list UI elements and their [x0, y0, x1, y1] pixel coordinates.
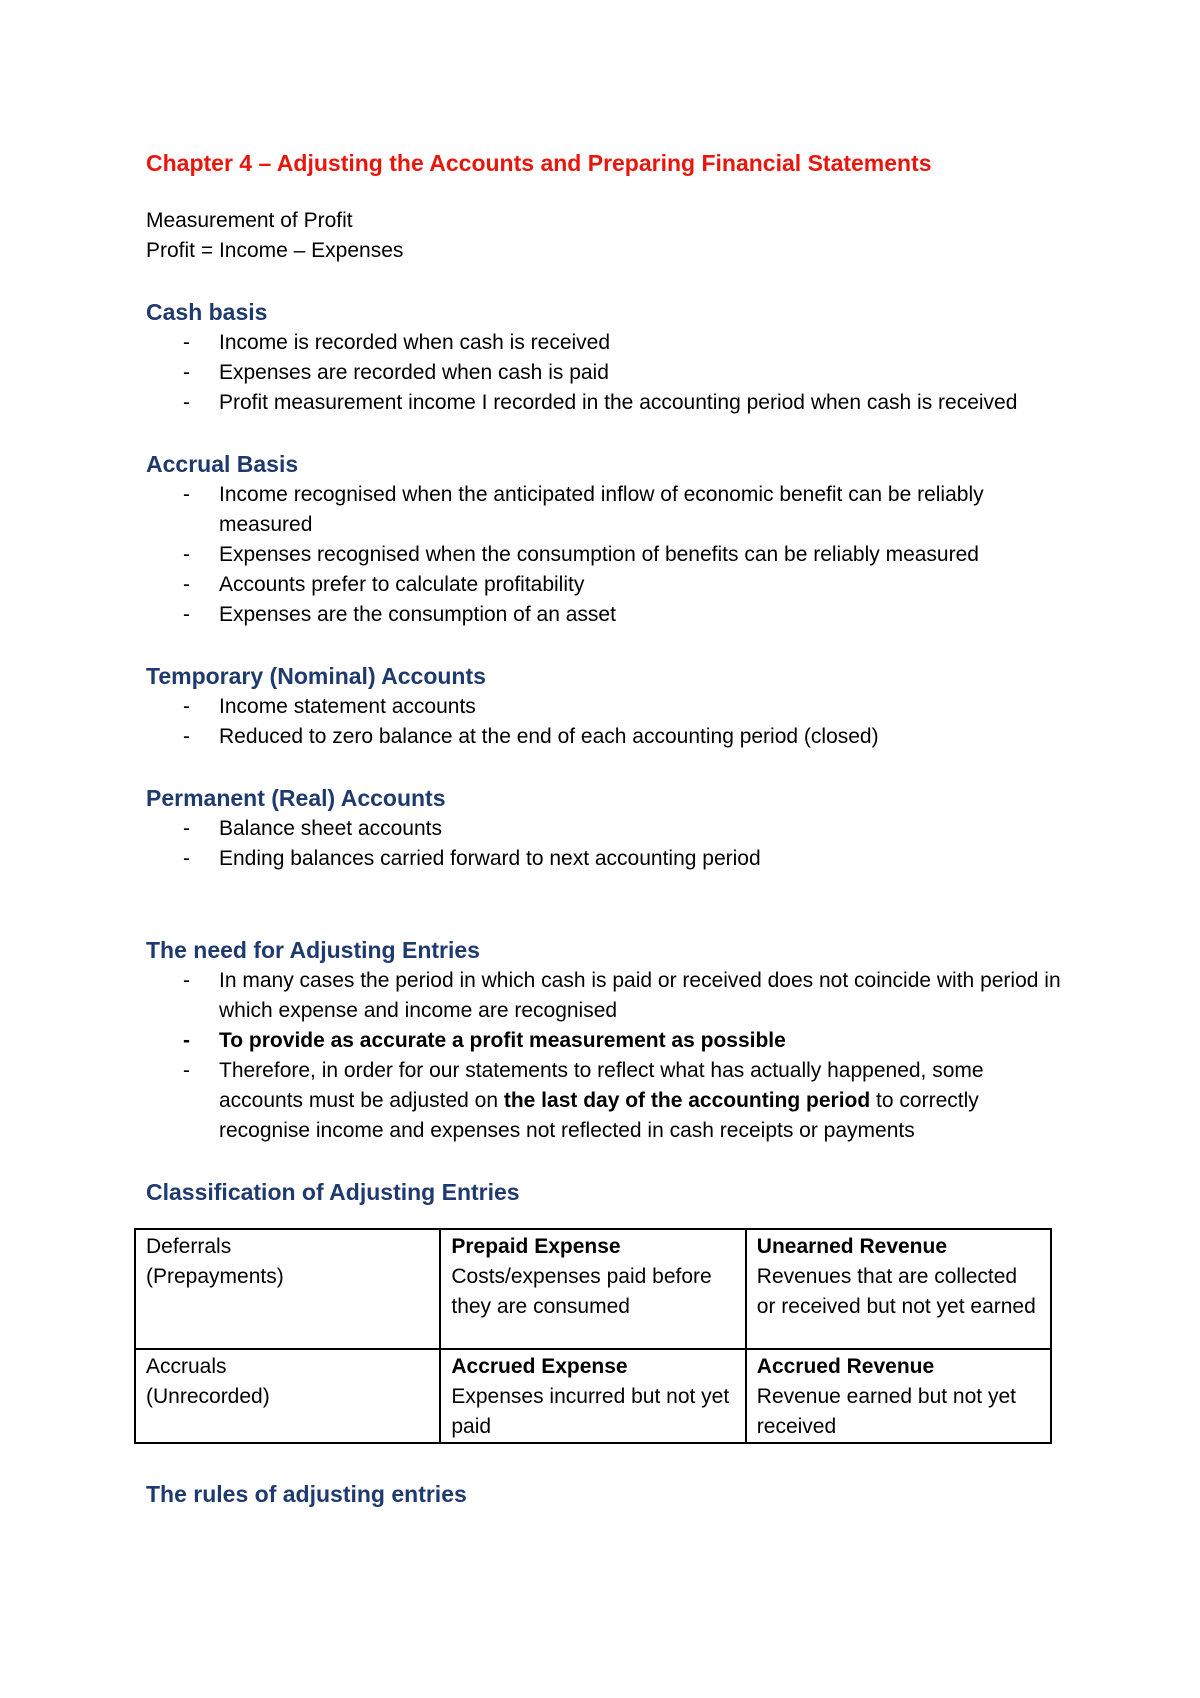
- chapter-title: Chapter 4 – Adjusting the Accounts and Preparing Financial Statements: [146, 150, 932, 176]
- list-item-text: Balance sheet accounts: [219, 817, 442, 840]
- dash-bullet-icon: -: [183, 543, 190, 566]
- list-item-text-part2: to correctly recognise income and expenses not reflected in cash receipts or payments: [219, 1089, 979, 1142]
- classification-section: [146, 1176, 1066, 1444]
- dash-bullet-icon: -: [183, 391, 190, 414]
- list-item-text: Income is recorded when cash is received: [219, 331, 611, 354]
- cell-text: Revenue earned but not yet received: [756, 1385, 1016, 1438]
- list-item-text: To provide as accurate a profit measurement as possible: [219, 1029, 786, 1052]
- dash-bullet-icon: -: [183, 361, 190, 384]
- adjusting-need-heading: The need for Adjusting Entries: [146, 937, 480, 963]
- dash-bullet-icon: -: [183, 603, 190, 626]
- temporary-accounts-section: [146, 660, 1066, 752]
- list-item: [146, 388, 1066, 418]
- dash-bullet-icon: -: [183, 969, 190, 992]
- temporary-accounts-heading: Temporary (Nominal) Accounts: [146, 663, 486, 689]
- list-item-text: Income statement accounts: [219, 695, 476, 718]
- list-item: [146, 692, 1066, 722]
- list-item-text: Expenses are recorded when cash is paid: [219, 361, 609, 384]
- adjusting-need-section: [146, 934, 1066, 1146]
- list-item: [146, 570, 1066, 600]
- dash-bullet-icon: -: [183, 483, 190, 506]
- list-item-text-emphasis: the last day of the accounting period: [503, 1089, 871, 1112]
- list-item: [146, 966, 1066, 1026]
- measurement-of-profit-text: Measurement of Profit: [146, 209, 353, 232]
- cell-title: Prepaid Expense: [451, 1235, 621, 1258]
- cell-title: Accrued Revenue: [756, 1355, 935, 1378]
- dash-bullet-icon: -: [183, 331, 190, 354]
- list-item-text: Expenses recognised when the consumption of benefits can be reliably measured: [219, 543, 979, 566]
- list-item-text: Profit measurement income I recorded in the accounting period when cash is received: [219, 391, 1018, 414]
- cell-title: Unearned Revenue: [756, 1235, 948, 1258]
- list-item: [146, 1056, 1066, 1146]
- dash-bullet-icon: -: [183, 1059, 190, 1082]
- cell-label-line1: Deferrals: [146, 1235, 232, 1258]
- list-item-text: Reduced to zero balance at the end of each accounting period (closed): [219, 725, 879, 748]
- permanent-accounts-list: [146, 814, 1066, 874]
- table-cell-accrued-expense: [440, 1349, 745, 1443]
- cell-label-line2: (Unrecorded): [146, 1385, 270, 1408]
- accrual-basis-section: [146, 448, 1066, 630]
- list-item: [146, 600, 1066, 630]
- dash-bullet-icon: -: [183, 847, 190, 870]
- dash-bullet-icon: -: [183, 817, 190, 840]
- dash-bullet-icon: -: [183, 725, 190, 748]
- classification-table: [134, 1228, 1052, 1444]
- table-cell-deferrals: [135, 1229, 440, 1349]
- list-item-text: Ending balances carried forward to next accounting period: [219, 847, 761, 870]
- classification-heading: Classification of Adjusting Entries: [146, 1179, 520, 1205]
- list-item-text: Expenses are the consumption of an asset: [219, 603, 616, 626]
- document-page: [146, 146, 1066, 1510]
- list-item-text-part1: Therefore, in order for our statements to reflect what has actually happened, some accounts must be adjusted on: [219, 1059, 984, 1112]
- profit-formula-text: Profit = Income – Expenses: [146, 239, 404, 262]
- cell-text: Costs/expenses paid before they are consumed: [451, 1265, 712, 1318]
- list-item: [146, 540, 1066, 570]
- table-cell-accrued-revenue: [746, 1349, 1051, 1443]
- accrual-basis-heading: Accrual Basis: [146, 451, 299, 477]
- cell-label-line2: (Prepayments): [146, 1265, 284, 1288]
- list-item-text: Income recognised when the anticipated inflow of economic benefit can be reliably measured: [219, 483, 984, 536]
- rules-heading: The rules of adjusting entries: [146, 1481, 467, 1507]
- cash-basis-heading: Cash basis: [146, 299, 268, 325]
- list-item: [146, 844, 1066, 874]
- dash-bullet-icon: -: [183, 695, 190, 718]
- cash-basis-list: [146, 328, 1066, 418]
- cash-basis-section: [146, 296, 1066, 418]
- permanent-accounts-section: [146, 782, 1066, 874]
- cell-text: Expenses incurred but not yet paid: [451, 1385, 730, 1438]
- table-cell-prepaid-expense: [440, 1229, 745, 1349]
- list-item: [146, 480, 1066, 540]
- table-row: [135, 1349, 1051, 1443]
- accrual-basis-list: [146, 480, 1066, 630]
- rules-section: [146, 1478, 1066, 1510]
- table-row: [135, 1229, 1051, 1349]
- dash-bullet-icon: -: [183, 573, 190, 596]
- list-item-text: In many cases the period in which cash is paid or received does not coincide with period in which expense and income are recognised: [219, 969, 1061, 1022]
- cell-text: Revenues that are collected or received but not yet earned: [756, 1265, 1036, 1318]
- list-item: [146, 1026, 1066, 1056]
- temporary-accounts-list: [146, 692, 1066, 752]
- adjusting-need-list: [146, 966, 1066, 1146]
- list-item: [146, 722, 1066, 752]
- list-item-text: Accounts prefer to calculate profitability: [219, 573, 585, 596]
- cell-title: Accrued Expense: [451, 1355, 628, 1378]
- list-item: [146, 358, 1066, 388]
- permanent-accounts-heading: Permanent (Real) Accounts: [146, 785, 446, 811]
- list-item: [146, 814, 1066, 844]
- dash-bullet-icon: -: [183, 1029, 190, 1052]
- cell-label-line1: Accruals: [146, 1355, 227, 1378]
- table-cell-unearned-revenue: [746, 1229, 1051, 1349]
- list-item: [146, 328, 1066, 358]
- table-cell-accruals: [135, 1349, 440, 1443]
